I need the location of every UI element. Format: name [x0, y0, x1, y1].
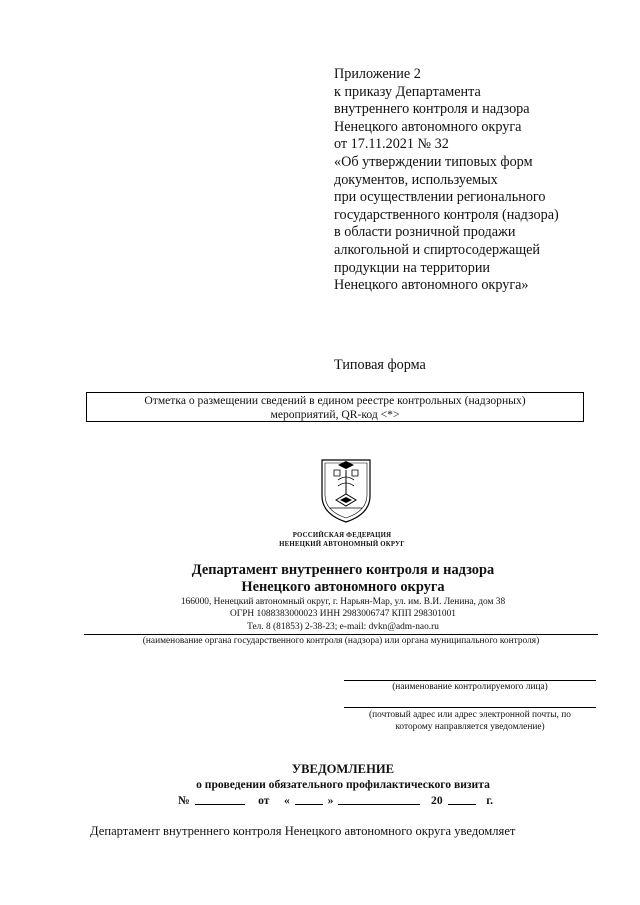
number-blank	[195, 793, 245, 805]
person-caption: (наименование контролируемого лица)	[392, 682, 548, 692]
appendix-line: к приказу Департамента	[334, 83, 481, 100]
contact-phone: Тел. 8 (81853) 2-38-23; e-mail: dvkn@adm-nao.ru	[247, 621, 439, 632]
department-line: Ненецкого автономного округа	[241, 579, 445, 595]
department-line: Департамент внутреннего контроля и надзора	[191, 562, 495, 578]
contact-registry: ОГРН 1088383000023 ИНН 2983006747 КПП 298301001	[230, 609, 456, 620]
month-blank	[338, 793, 420, 805]
coat-of-arms-icon	[318, 456, 374, 526]
address-caption-line: (почтовый адрес или адрес электронной почты, по	[369, 710, 571, 720]
person-underline	[344, 680, 596, 681]
appendix-header	[334, 66, 634, 295]
federation-heading	[200, 531, 484, 549]
notice-title: УВЕДОМЛЕНИЕ	[291, 762, 395, 776]
appendix-line: внутреннего контроля и надзора	[334, 101, 530, 118]
address-caption-line: которому направляется уведомление)	[395, 722, 545, 733]
number-sign: №	[178, 794, 190, 807]
appendix-line: документов, используемых	[334, 171, 498, 188]
qr-box-line: Отметка о размещении сведений в едином реестре контрольных (надзорных)	[144, 394, 526, 407]
federation-line: НЕНЕЦКИЙ АВТОНОМНЫЙ ОКРУГ	[279, 541, 405, 548]
year-suffix: г.	[486, 794, 494, 807]
form-type-label: Типовая форма	[334, 357, 426, 373]
date-from-label: от	[258, 794, 270, 807]
year-prefix: 20	[431, 794, 443, 807]
appendix-line: продукции на территории	[334, 259, 490, 276]
notice-number-line	[178, 793, 493, 807]
federation-line: РОССИЙСКАЯ ФЕДЕРАЦИЯ	[292, 532, 392, 539]
appendix-line: от 17.11.2021 № 32	[334, 136, 449, 153]
qr-box-line: мероприятий, QR-код <*>	[270, 407, 400, 421]
department-contacts	[120, 596, 566, 633]
appendix-line: Ненецкого автономного округа	[334, 118, 522, 135]
appendix-line: государственного контроля (надзора)	[334, 206, 559, 223]
quote-open: «	[284, 794, 290, 807]
appendix-line: в области розничной продажи	[334, 224, 516, 241]
org-underline	[84, 634, 598, 635]
address-caption	[344, 709, 596, 734]
appendix-line: Приложение 2	[334, 66, 421, 82]
qr-registry-box	[86, 392, 584, 422]
department-name	[120, 562, 566, 596]
appendix-line: при осуществлении регионального	[334, 189, 546, 206]
org-caption: (наименование органа государственного контроля (надзора) или органа муниципального контроля)	[142, 636, 540, 646]
day-blank	[295, 793, 323, 805]
appendix-line: Ненецкого автономного округа»	[334, 277, 529, 294]
contact-address: 166000, Ненецкий автономный округ, г. Нарьян-Мар, ул. им. В.И. Ленина, дом 38	[180, 597, 506, 607]
notice-subtitle: о проведении обязательного профилактического визита	[196, 778, 490, 791]
year-blank	[448, 793, 476, 805]
appendix-line: «Об утверждении типовых форм	[334, 153, 533, 170]
address-underline	[344, 707, 596, 708]
appendix-line: алкогольной и спиртосодержащей	[334, 241, 541, 258]
quote-close: »	[327, 794, 334, 807]
notice-body-text: Департамент внутреннего контроля Ненецкого автономного округа уведомляет	[90, 824, 516, 838]
